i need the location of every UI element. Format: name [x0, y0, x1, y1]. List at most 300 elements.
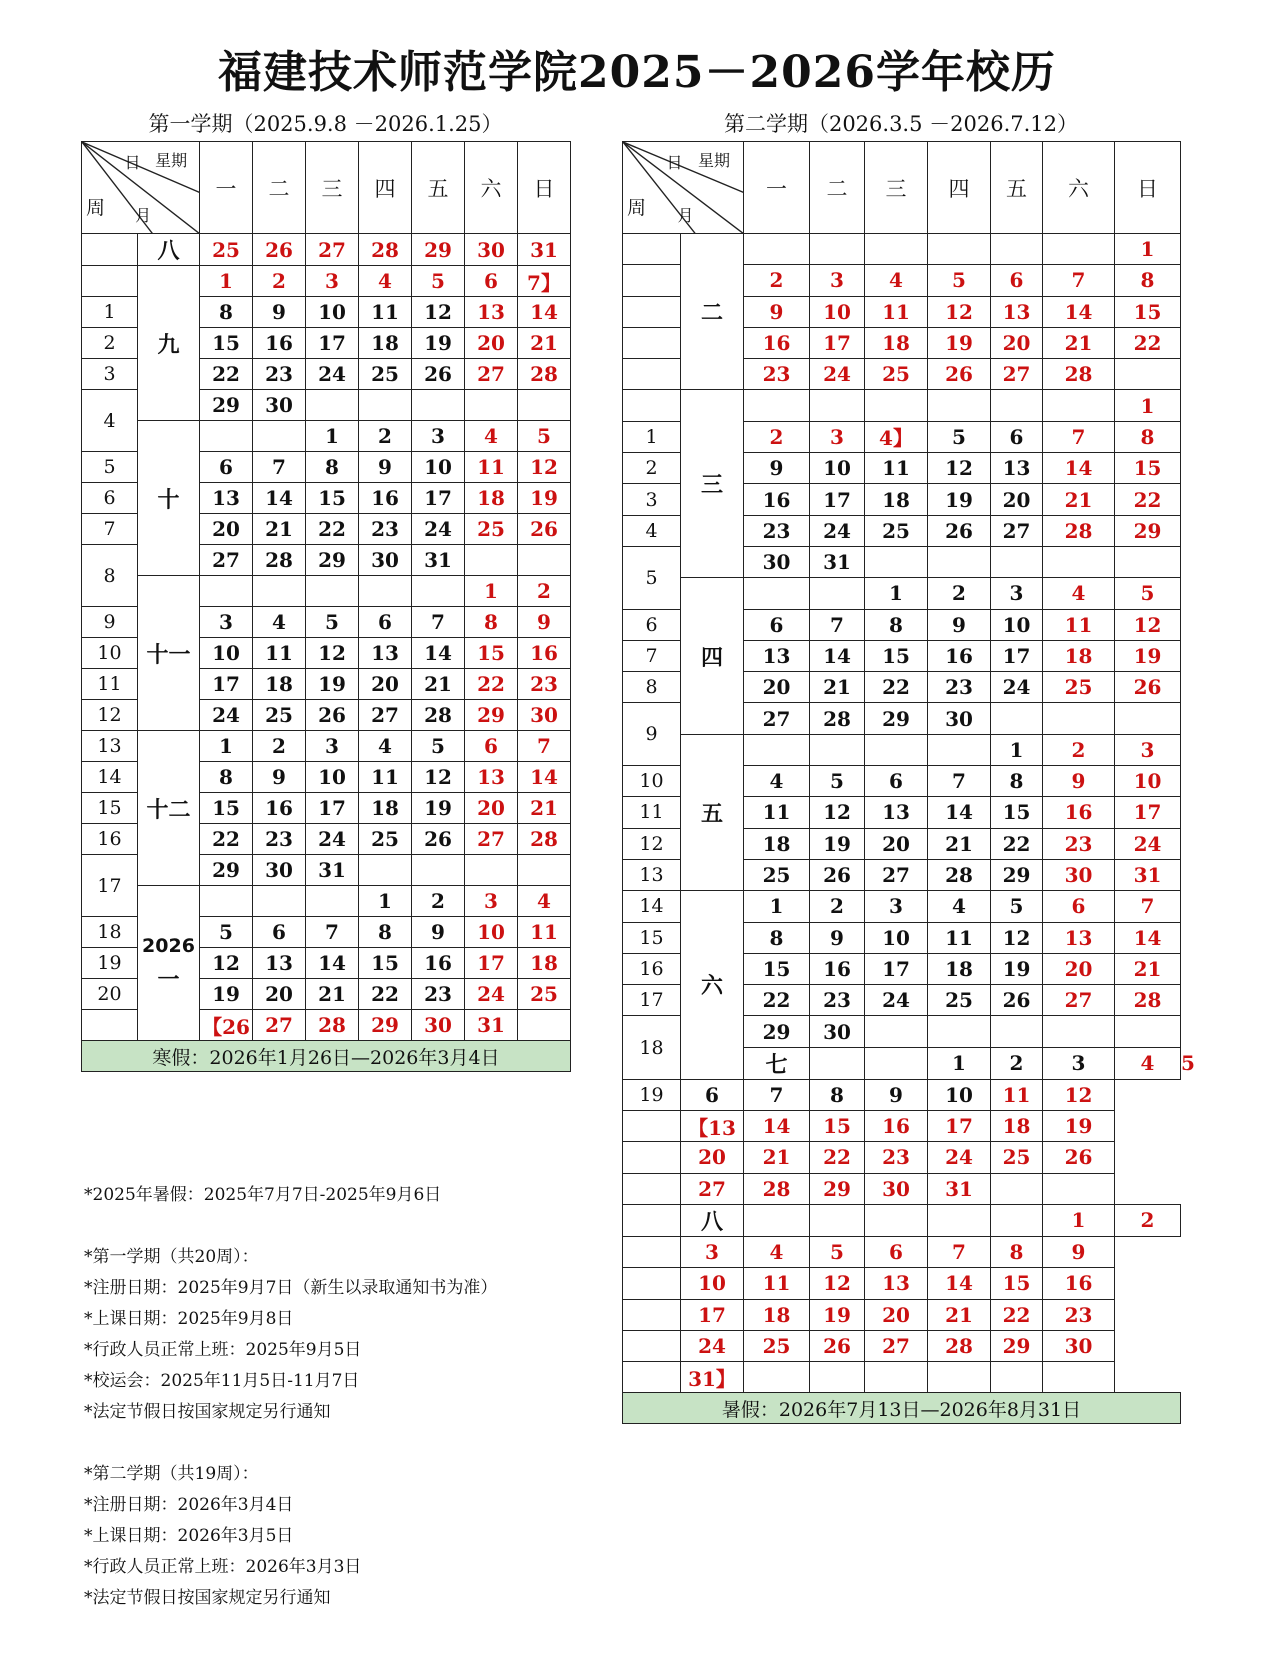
date-cell: 14 [1115, 922, 1181, 953]
date-cell [1043, 234, 1115, 265]
date-cell: 21 [1115, 953, 1181, 984]
vacation-footer: 暑假：2026年7月13日—2026年8月31日 [623, 1393, 1181, 1424]
date-cell: 31 [306, 855, 359, 886]
date-cell: 9 [744, 453, 810, 484]
vacation-footer: 寒假：2026年1月26日—2026年3月4日 [82, 1041, 571, 1072]
date-cell: 6 [200, 452, 253, 483]
date-cell: 21 [412, 669, 465, 700]
date-cell: 22 [200, 824, 253, 855]
date-cell: 15 [991, 1268, 1043, 1299]
week-number-cell: 15 [82, 793, 138, 824]
week-number-cell [623, 1362, 681, 1393]
date-cell: 11 [928, 922, 991, 953]
date-cell: 19 [928, 327, 991, 358]
weekday-header: 三 [306, 142, 359, 234]
date-cell: 25 [1043, 672, 1115, 703]
date-cell: 2 [744, 421, 810, 452]
date-cell: 2 [1043, 734, 1115, 765]
date-cell: 17 [465, 948, 518, 979]
month-cell: 八 [138, 234, 200, 266]
week-number-cell: 16 [623, 953, 681, 984]
date-cell: 9 [359, 452, 412, 483]
date-cell: 7 [1043, 421, 1115, 452]
week-number-cell [623, 1236, 681, 1267]
date-cell: 8 [465, 607, 518, 638]
week-number-cell: 10 [82, 638, 138, 669]
date-cell: 19 [1043, 1111, 1115, 1142]
date-cell: 22 [1115, 484, 1181, 515]
date-cell: 6 [991, 265, 1043, 296]
date-cell: 9 [744, 296, 810, 327]
date-cell: 5 [200, 917, 253, 948]
date-cell: 1 [465, 576, 518, 607]
date-cell: 20 [1043, 953, 1115, 984]
date-cell: 1 [1115, 390, 1181, 421]
date-cell: 【26 [200, 1010, 253, 1041]
date-cell: 10 [1115, 766, 1181, 797]
week-number-cell [623, 1111, 681, 1142]
date-cell: 17 [991, 640, 1043, 671]
date-cell: 16 [359, 483, 412, 514]
calendar-row [623, 1362, 1181, 1393]
date-cell: 11 [465, 452, 518, 483]
weekday-header: 一 [200, 142, 253, 234]
date-cell: 25 [253, 700, 306, 731]
note-line: *法定节假日按国家规定另行通知 [84, 1588, 331, 1608]
date-cell: 19 [991, 953, 1043, 984]
week-number-cell: 18 [623, 1016, 681, 1079]
date-cell: 16 [744, 327, 810, 358]
date-cell: 13 [865, 797, 928, 828]
date-cell: 14 [518, 762, 571, 793]
date-cell: 25 [359, 359, 412, 390]
date-cell: 5 [518, 421, 571, 452]
date-cell: 9 [412, 917, 465, 948]
date-cell: 5 [306, 607, 359, 638]
date-cell: 12 [200, 948, 253, 979]
date-cell: 29 [306, 545, 359, 576]
date-cell: 23 [1043, 1299, 1115, 1330]
week-number-cell [623, 1173, 681, 1204]
date-cell: 7 [928, 766, 991, 797]
date-cell [412, 390, 465, 421]
week-number-cell: 3 [82, 359, 138, 390]
date-cell: 22 [991, 1299, 1043, 1330]
week-number-cell: 1 [623, 421, 681, 452]
date-cell: 23 [518, 669, 571, 700]
date-cell: 9 [253, 297, 306, 328]
date-cell: 12 [412, 762, 465, 793]
date-cell: 30 [518, 700, 571, 731]
note-line: *上课日期：2025年9月8日 [84, 1309, 294, 1329]
corner-label-month: 月 [677, 205, 694, 225]
date-cell: 7 [928, 1236, 991, 1267]
date-cell: 13 [253, 948, 306, 979]
date-cell: 19 [306, 669, 359, 700]
date-cell: 4 [359, 266, 412, 297]
calendar-row [82, 234, 571, 266]
date-cell [1115, 1016, 1181, 1047]
date-cell: 10 [928, 1079, 991, 1110]
date-cell: 13 [465, 762, 518, 793]
date-cell: 28 [359, 234, 412, 266]
date-cell: 4 [518, 886, 571, 917]
date-cell: 8 [810, 1079, 865, 1110]
week-number-cell [623, 359, 681, 390]
date-cell: 4 [465, 421, 518, 452]
date-cell [1043, 703, 1115, 734]
date-cell: 10 [681, 1268, 744, 1299]
header-corner-cell [82, 142, 200, 234]
date-cell: 29 [200, 390, 253, 421]
date-cell: 11 [253, 638, 306, 669]
corner-label-day: 日 [124, 153, 141, 172]
date-cell [306, 390, 359, 421]
date-cell: 1 [744, 891, 810, 922]
date-cell: 15 [200, 793, 253, 824]
date-cell [928, 234, 991, 265]
semester1-calendar-table [81, 141, 571, 1072]
calendar-row [623, 234, 1181, 265]
week-number-cell: 5 [82, 452, 138, 483]
date-cell: 20 [465, 793, 518, 824]
calendar-row: 七 1 2 3 4 5 [623, 1047, 1181, 1079]
date-cell: 14 [744, 1111, 810, 1142]
date-cell: 24 [1115, 828, 1181, 859]
date-cell: 29 [412, 234, 465, 266]
date-cell [200, 421, 253, 452]
date-cell: 21 [518, 793, 571, 824]
date-cell: 3 [306, 266, 359, 297]
date-cell: 24 [465, 979, 518, 1010]
date-cell: 24 [991, 672, 1043, 703]
month-cell: 九 [138, 266, 200, 421]
week-number-cell: 18 [82, 917, 138, 948]
weekday-header: 四 [359, 142, 412, 234]
corner-label-weekday: 星期 [155, 151, 188, 170]
date-cell: 4 [1043, 578, 1115, 609]
date-cell: 29 [991, 1330, 1043, 1361]
date-cell: 30 [253, 390, 306, 421]
date-cell: 11 [744, 1268, 810, 1299]
weekday-header: 六 [1043, 142, 1115, 234]
calendar-row [623, 1111, 1181, 1142]
date-cell: 26 [1115, 672, 1181, 703]
week-number-cell: 15 [623, 922, 681, 953]
date-cell: 22 [465, 669, 518, 700]
date-cell: 2 [928, 578, 991, 609]
note-line: *校运会：2025年11月5日-11月7日 [84, 1371, 360, 1391]
week-number-cell: 14 [623, 891, 681, 922]
date-cell: 2 [253, 731, 306, 762]
calendar-row [82, 731, 571, 762]
month-cell: 十一 [138, 576, 200, 731]
week-number-cell: 2 [82, 328, 138, 359]
date-cell: 26 [1043, 1142, 1115, 1173]
month-cell: 十二 [138, 731, 200, 886]
date-cell: 27 [306, 234, 359, 266]
week-number-cell: 7 [623, 640, 681, 671]
date-cell: 21 [1043, 484, 1115, 515]
date-cell: 2 [1115, 1204, 1181, 1236]
date-cell: 29 [991, 859, 1043, 890]
date-cell: 【13 [681, 1111, 744, 1142]
date-cell: 3 [412, 421, 465, 452]
date-cell [928, 390, 991, 421]
date-cell: 17 [200, 669, 253, 700]
date-cell: 27 [253, 1010, 306, 1041]
date-cell: 15 [1115, 296, 1181, 327]
date-cell: 11 [865, 296, 928, 327]
date-cell: 4】 [865, 421, 928, 452]
note-line [84, 1211, 497, 1242]
date-cell: 25 [865, 515, 928, 546]
date-cell: 29 [200, 855, 253, 886]
week-number-cell [623, 1204, 681, 1236]
date-cell: 26 [810, 1330, 865, 1361]
date-cell: 2 [518, 576, 571, 607]
date-cell: 27 [865, 1330, 928, 1361]
date-cell: 27 [1043, 985, 1115, 1016]
date-cell: 28 [744, 1173, 810, 1204]
month-cell: 五 [681, 734, 744, 890]
date-cell: 17 [928, 1111, 991, 1142]
date-cell: 8 [200, 762, 253, 793]
date-cell: 16 [1043, 1268, 1115, 1299]
date-cell: 16 [518, 638, 571, 669]
week-number-cell: 19 [623, 1079, 681, 1110]
date-cell: 8 [1115, 421, 1181, 452]
calendar-row [623, 1236, 1181, 1267]
date-cell [1115, 546, 1181, 577]
date-cell: 18 [359, 328, 412, 359]
date-cell: 8 [359, 917, 412, 948]
date-cell: 13 [865, 1268, 928, 1299]
date-cell: 6 [1043, 891, 1115, 922]
date-cell: 15 [306, 483, 359, 514]
date-cell: 8 [744, 922, 810, 953]
note-line [84, 1428, 497, 1459]
date-cell [865, 1204, 928, 1236]
date-cell: 10 [465, 917, 518, 948]
calendar-row [623, 891, 1181, 922]
date-cell: 14 [518, 297, 571, 328]
date-cell: 30 [253, 855, 306, 886]
week-number-cell: 1 [82, 297, 138, 328]
note-line: *第一学期（共20周）： [84, 1247, 259, 1267]
date-cell: 20 [744, 672, 810, 703]
date-cell [991, 1173, 1043, 1204]
date-cell: 3 [1043, 1047, 1115, 1079]
date-cell: 27 [359, 700, 412, 731]
date-cell [1043, 1362, 1115, 1393]
date-cell [518, 545, 571, 576]
week-number-cell [623, 1142, 681, 1173]
date-cell [253, 576, 306, 607]
date-cell: 10 [991, 609, 1043, 640]
calendar-row [623, 1173, 1181, 1204]
date-cell: 10 [412, 452, 465, 483]
date-cell: 3 [681, 1236, 744, 1267]
date-cell: 23 [412, 979, 465, 1010]
date-cell: 7 [810, 609, 865, 640]
date-cell: 26 [518, 514, 571, 545]
date-cell: 4 [253, 607, 306, 638]
date-cell: 30 [928, 703, 991, 734]
date-cell: 13 [991, 453, 1043, 484]
date-cell: 18 [253, 669, 306, 700]
date-cell: 18 [865, 327, 928, 358]
date-cell: 3 [465, 886, 518, 917]
weekday-header: 日 [1115, 142, 1181, 234]
date-cell: 22 [991, 828, 1043, 859]
date-cell: 29 [810, 1173, 865, 1204]
date-cell: 20 [465, 328, 518, 359]
date-cell: 5 [412, 731, 465, 762]
date-cell: 9 [928, 609, 991, 640]
date-cell: 4 [744, 1236, 810, 1267]
date-cell: 28 [1115, 985, 1181, 1016]
date-cell: 25 [928, 985, 991, 1016]
week-number-cell: 12 [82, 700, 138, 731]
date-cell: 1 [359, 886, 412, 917]
date-cell: 25 [865, 359, 928, 390]
date-cell: 9 [253, 762, 306, 793]
date-cell: 20 [359, 669, 412, 700]
week-number-cell: 7 [82, 514, 138, 545]
date-cell: 13 [200, 483, 253, 514]
date-cell [306, 576, 359, 607]
date-cell: 6 [465, 731, 518, 762]
date-cell: 12 [1043, 1079, 1115, 1110]
date-cell: 19 [928, 484, 991, 515]
date-cell: 17 [865, 953, 928, 984]
date-cell [991, 1362, 1043, 1393]
week-number-cell [623, 1268, 681, 1299]
date-cell: 16 [810, 953, 865, 984]
date-cell: 11 [744, 797, 810, 828]
date-cell: 11 [991, 1079, 1043, 1110]
date-cell: 28 [810, 703, 865, 734]
date-cell: 12 [810, 797, 865, 828]
date-cell: 21 [744, 1142, 810, 1173]
calendar-row [82, 886, 571, 917]
date-cell: 7 [518, 731, 571, 762]
weekday-header: 一 [744, 142, 810, 234]
date-cell: 12 [991, 922, 1043, 953]
date-cell: 29 [465, 700, 518, 731]
date-cell: 23 [744, 359, 810, 390]
date-cell: 16 [253, 793, 306, 824]
date-cell: 22 [359, 979, 412, 1010]
date-cell: 13 [359, 638, 412, 669]
semester2-calendar-table [622, 141, 1195, 1424]
date-cell: 25 [744, 1330, 810, 1361]
date-cell: 27 [991, 515, 1043, 546]
date-cell: 28 [412, 700, 465, 731]
date-cell: 13 [1043, 922, 1115, 953]
date-cell: 24 [865, 985, 928, 1016]
date-cell: 9 [1043, 1236, 1115, 1267]
week-number-cell [623, 296, 681, 327]
date-cell [810, 578, 865, 609]
date-cell: 30 [359, 545, 412, 576]
calendar-row [623, 1299, 1181, 1330]
date-cell: 1 [200, 731, 253, 762]
date-cell: 26 [412, 824, 465, 855]
date-cell: 5 [928, 265, 991, 296]
date-cell: 31】 [681, 1362, 744, 1393]
date-cell: 22 [865, 672, 928, 703]
week-number-cell: 2 [623, 453, 681, 484]
date-cell: 23 [1043, 828, 1115, 859]
calendar-row [623, 390, 1181, 421]
date-cell [1043, 546, 1115, 577]
week-number-cell: 8 [623, 672, 681, 703]
date-cell: 8 [991, 766, 1043, 797]
date-cell: 14 [810, 640, 865, 671]
date-cell: 18 [744, 1299, 810, 1330]
date-cell: 10 [200, 638, 253, 669]
date-cell: 29 [865, 703, 928, 734]
date-cell [991, 390, 1043, 421]
date-cell [810, 734, 865, 765]
date-cell: 10 [306, 297, 359, 328]
calendar-row [623, 734, 1181, 765]
date-cell: 1 [991, 734, 1043, 765]
date-cell: 15 [465, 638, 518, 669]
week-number-cell: 4 [82, 390, 138, 452]
date-cell: 10 [810, 453, 865, 484]
date-cell: 26 [991, 985, 1043, 1016]
note-line: *行政人员正常上班：2026年3月3日 [84, 1557, 362, 1577]
date-cell: 7 [1043, 265, 1115, 296]
week-number-cell: 14 [82, 762, 138, 793]
date-cell: 28 [306, 1010, 359, 1041]
month-cell: 三 [681, 390, 744, 578]
date-cell: 22 [306, 514, 359, 545]
date-cell: 23 [744, 515, 810, 546]
date-cell: 31 [928, 1173, 991, 1204]
date-cell: 14 [928, 797, 991, 828]
date-cell: 12 [810, 1268, 865, 1299]
date-cell: 7 [253, 452, 306, 483]
week-number-cell: 9 [82, 607, 138, 638]
date-cell: 12 [1115, 609, 1181, 640]
date-cell: 28 [518, 824, 571, 855]
date-cell: 23 [928, 672, 991, 703]
date-cell: 6 [465, 266, 518, 297]
date-cell: 20 [865, 828, 928, 859]
date-cell: 25 [200, 234, 253, 266]
date-cell: 20 [991, 484, 1043, 515]
date-cell: 4 [928, 891, 991, 922]
date-cell: 20 [200, 514, 253, 545]
date-cell: 19 [200, 979, 253, 1010]
date-cell: 17 [1115, 797, 1181, 828]
semester1-title: 第一学期（2025.9.8 －2026.1.25） [148, 112, 503, 136]
date-cell: 7 [744, 1079, 810, 1110]
week-number-cell [623, 390, 681, 421]
header-corner-cell [623, 142, 744, 234]
date-cell [810, 1047, 865, 1079]
month-cell [138, 886, 200, 1041]
weekday-header: 二 [253, 142, 306, 234]
date-cell: 21 [306, 979, 359, 1010]
date-cell: 18 [744, 828, 810, 859]
date-cell [744, 390, 810, 421]
date-cell: 31 [1115, 859, 1181, 890]
